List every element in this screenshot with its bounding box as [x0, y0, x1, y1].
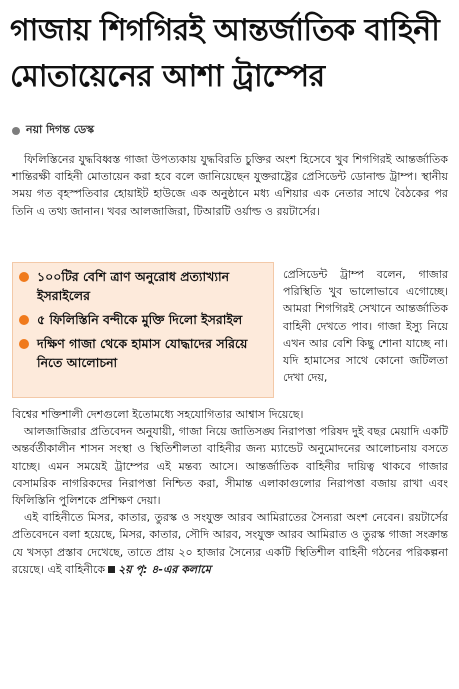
body-paragraph: আলজাজিরার প্রতিবেদন অনুযায়ী, গাজা নিয়ে জাতিসঙ্ঘ নিরাপত্তা পরিষদ দুই বছর মেয়াদি একটি অন্তর্বর্তীকালীন শাসন সংস্থা ও স্থিতিশীলতা বাহিনীর জন্য ম্যান্ডেট অনুমোদনের আলোচনায় বসতে যাচ্ছে। এমন সময়েই ট্রাম্পের এই মন্তব্য আসে। আন্তর্জাতিক বাহিনীর দায়িত্ব থাকবে গাজার বেসামরিক নাগরিকদের নিরাপত্তা নিশ্চিত করা, সীমান্ত এলাকাগুলোর নিরাপত্তা বজায় রাখা এবং ফিলিস্তিনি পুলিশকে প্রশিক্ষণ দেয়া। — [12, 425, 448, 508]
right-column-text: প্রেসিডেন্ট ট্রাম্প বলেন, গাজার পরিস্থিতি খুব ভালোভাবে এগোচ্ছে। আমরা শিগগিরই সেখানে আন্তর্জাতিক বাহিনী দেখতে পাব। গাজা ইস্যু নিয়ে এখন আর বেশি কিছু শোনা যাচ্ছে না। যদি হামাসের সাথে কোনো জটিলতা দেখা দেয়, — [283, 268, 448, 385]
highlight-item — [19, 267, 267, 305]
headline — [10, 8, 450, 100]
continuation-link[interactable]: ২য় পৃ: ৪-এর কলামে — [118, 562, 211, 576]
highlight-item — [19, 310, 267, 329]
byline — [12, 121, 94, 140]
byline-bullet-icon — [12, 127, 20, 135]
lead-paragraph: ফিলিস্তিনের যুদ্ধবিধ্বস্ত গাজা উপত্যকায় যুদ্ধবিরতি চুক্তির অংশ হিসেবে খুব শিগগিরই আন্তর্জাতিক শান্তিরক্ষী বাহিনী মোতায়েন করা হবে বলে জানিয়েছেন যুক্তরাষ্ট্রের প্রেসিডেন্ট ডোনাল্ড ট্রাম্প। স্থানীয় সময় গত বৃহস্পতিবার হোয়াইট হাউজে এক অনুষ্ঠানে মধ্য এশিয়ার এক নেতার সাথে বৈঠকের পর তিনি এ তথ্য জানান। খবর আলজাজিরা, টিআরটি ওর্য়াল্ড ও রয়টার্সের। — [12, 153, 448, 218]
highlights-box — [12, 262, 274, 398]
body-paragraph-last — [12, 509, 448, 578]
lead-paragraph-block — [12, 151, 448, 220]
orange-bullet-icon — [19, 315, 29, 325]
highlight-text: ১০০টির বেশি ত্রাণ অনুরোধ প্রত্যাখ্যান ইসরাইলের — [37, 269, 230, 303]
highlight-text: দক্ষিণ গাজা থেকে হামাস যোদ্ধাদের সরিয়ে নিতে আলোচনা — [37, 336, 248, 370]
orange-bullet-icon — [19, 339, 29, 349]
byline-text: নয়া দিগন্ত ডেস্ক — [26, 123, 95, 136]
right-column-text-block — [283, 266, 448, 386]
body-paragraph: বিশ্বের শক্তিশালী দেশগুলো ইতোমধ্যে সহযোগিতার আশ্বাস দিয়েছে। — [12, 408, 304, 421]
body-paragraphs — [12, 406, 448, 578]
continuation-square-icon — [108, 566, 115, 573]
body-paragraph-text: এই বাহিনীতে মিসর, কাতার, তুরস্ক ও সংযুক্ত আরব আমিরাতের সৈন্যরা অংশ নেবেন। রয়টার্সের প্রতিবেদনে বলা হয়েছে, মিসর, কাতার, সৌদি আরব, সংযুক্ত আরব আমিরাত ও তুরস্ক গাজা সংক্রান্ত যে খসড়া প্রস্তাব দেখেছে, তাতে প্রায় ২০ হাজার সৈন্যের একটি স্থিতিশীল বাহিনী গঠনের পরিকল্পনা রয়েছে। এই বাহিনীকে — [12, 511, 448, 576]
highlight-item — [19, 334, 267, 372]
highlight-text: ৫ ফিলিস্তিনি বন্দীকে মুক্তি দিলো ইসরাইল — [37, 312, 243, 327]
headline-line-2: মোতায়েনের আশা ট্রাম্পের — [10, 59, 325, 94]
orange-bullet-icon — [19, 272, 29, 282]
headline-line-1: গাজায় শিগগিরই আন্তর্জাতিক বাহিনী — [10, 13, 440, 48]
